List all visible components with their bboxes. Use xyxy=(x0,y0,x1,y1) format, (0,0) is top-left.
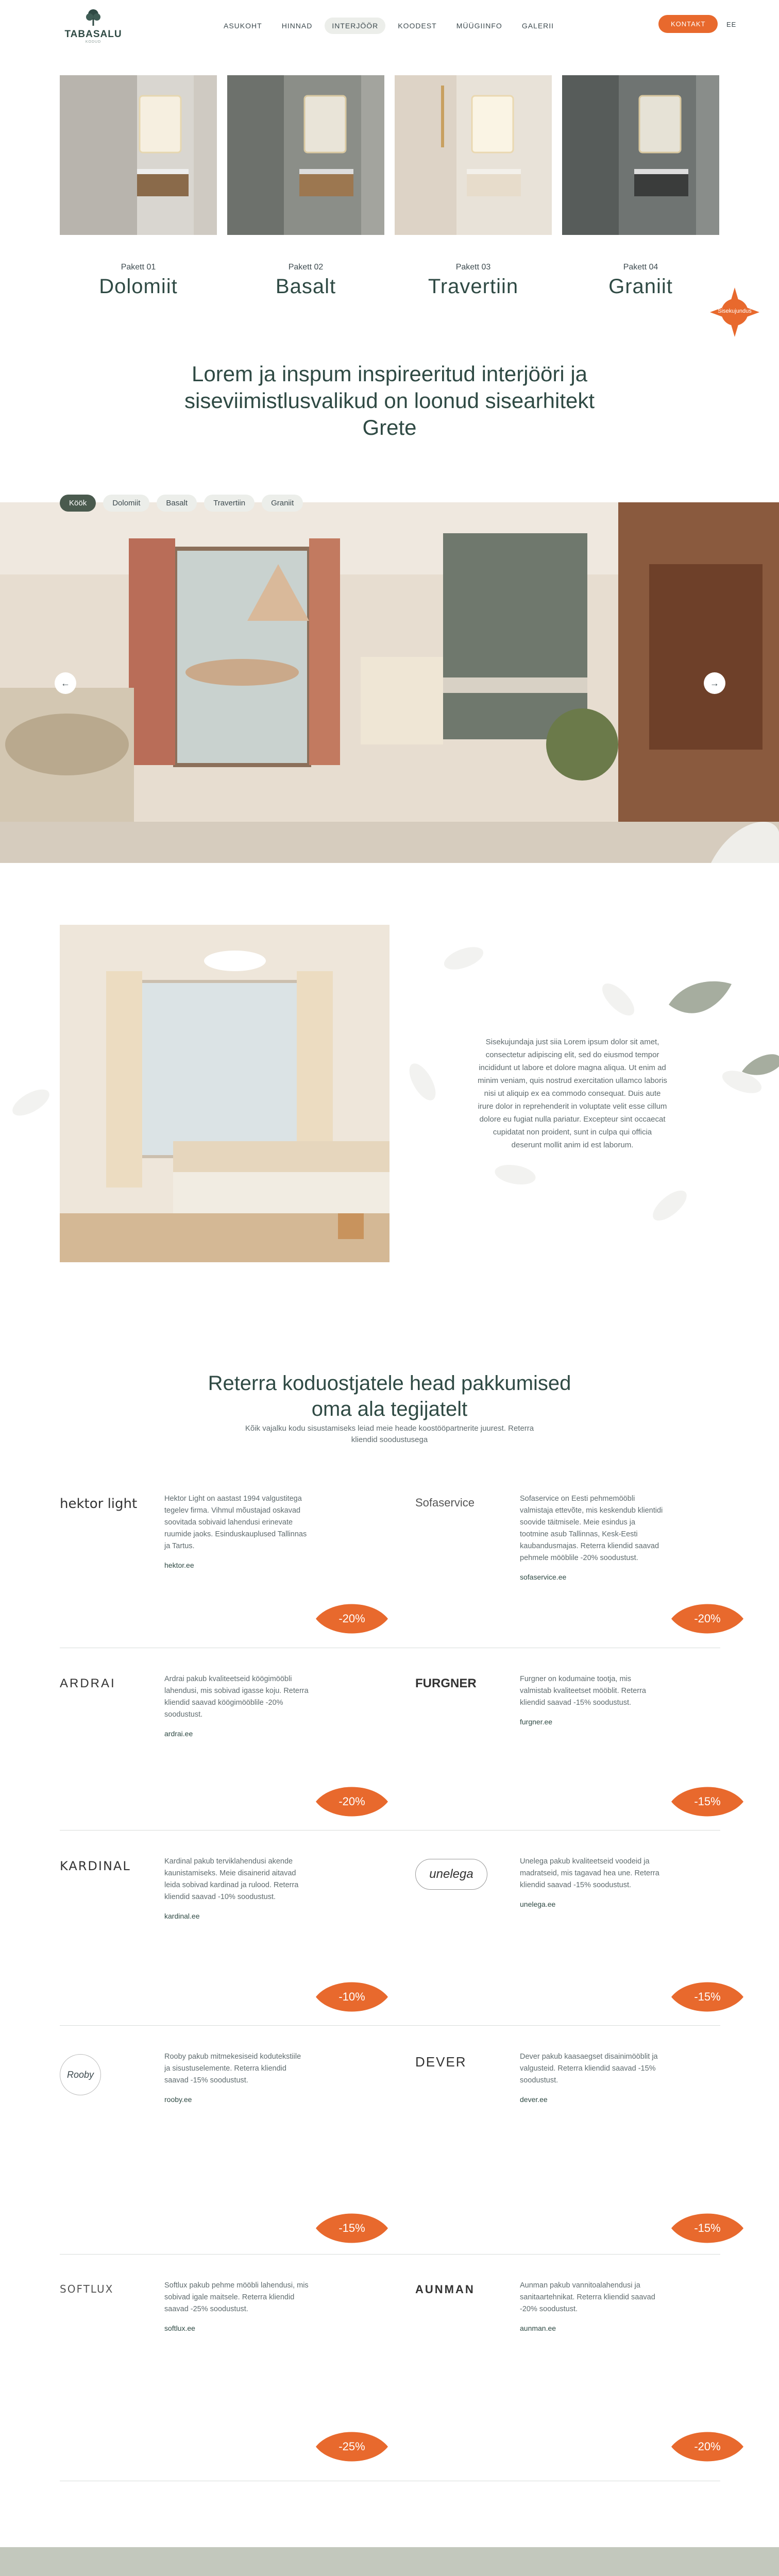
package-number: Pakett 02 xyxy=(288,263,324,272)
discount-badge xyxy=(671,1979,743,2014)
tab-graniit[interactable]: Graniit xyxy=(262,495,303,512)
discount-badge xyxy=(671,2429,743,2464)
discount-value: -20% xyxy=(694,2440,721,2453)
package-photo-graniit[interactable] xyxy=(562,75,719,238)
discount-badge xyxy=(671,2211,743,2246)
partners-subtitle: Kõik vajalku kodu sisustamiseks leiad meie heade koostööpartnerite juurest. Reterra kliendid soodustusega xyxy=(245,1424,534,1444)
main-nav xyxy=(216,18,561,34)
package-label[interactable] xyxy=(227,263,384,298)
package-photo-dolomiit[interactable] xyxy=(60,75,217,238)
nav-muugiinfo[interactable]: MÜÜGIINFO xyxy=(456,22,502,30)
site-header xyxy=(0,0,779,49)
interior-badge[interactable] xyxy=(710,287,759,337)
package-name: Basalt xyxy=(275,275,336,298)
tab-kook[interactable]: Köök xyxy=(60,495,96,512)
partner-link[interactable]: softlux.ee xyxy=(164,2324,195,2332)
partner-link[interactable]: aunman.ee xyxy=(520,2324,556,2332)
package-number: Pakett 01 xyxy=(121,263,156,272)
divider xyxy=(60,2254,720,2255)
partner-description xyxy=(164,1673,309,1740)
tab-basalt[interactable]: Basalt xyxy=(157,495,197,512)
partner-text: Unelega pakub kvaliteetseid voodeid ja madratseid, mis tagavad hea une. Reterra kliendid saavad -15% soodustust. xyxy=(520,1857,659,1889)
partner-link[interactable]: sofaservice.ee xyxy=(520,1573,567,1581)
partner-text: Softlux pakub pehme mööbli lahendusi, mis sobivad igale maitsele. Reterra kliendid saavad -25% soodustust. xyxy=(164,2281,309,2313)
partner-link[interactable]: hektor.ee xyxy=(164,1561,194,1569)
partner-description xyxy=(164,1493,309,1571)
partner-logo: ARDRAI xyxy=(60,1676,116,1690)
partner-logo: unelega xyxy=(415,1859,487,1890)
partner-description xyxy=(164,1856,309,1922)
discount-badge xyxy=(316,2211,388,2246)
tree-logo-icon xyxy=(83,7,104,28)
partner-logo: FURGNER xyxy=(415,1676,477,1690)
partner-logo: KARDINAL xyxy=(60,1859,131,1873)
language-switch[interactable]: EE xyxy=(726,21,737,28)
partner-logo: DEVER xyxy=(415,2054,467,2070)
divider xyxy=(60,1830,720,1831)
partner-text: Kardinal pakub terviklahendusi akende kaunistamiseks. Meie disainerid aitavad leida sobivad kardinad ja rulood. Reterra kliendid saavad -10% soodustust. xyxy=(164,1857,299,1901)
discount-value: -20% xyxy=(338,1612,365,1625)
discount-badge xyxy=(316,1601,388,1636)
partners-heading: Reterra koduostjatele head pakkumised oma ala tegijatelt xyxy=(208,1372,571,1420)
partner-description xyxy=(520,1856,664,1910)
partner-logo: hektor light xyxy=(60,1496,138,1512)
package-name: Graniit xyxy=(608,275,673,298)
discount-badge xyxy=(316,1979,388,2014)
package-number: Pakett 03 xyxy=(455,263,491,272)
discount-badge xyxy=(316,2429,388,2464)
tab-travertiin[interactable]: Travertiin xyxy=(204,495,255,512)
partner-link[interactable]: furgner.ee xyxy=(520,1718,553,1726)
kitchen-photo xyxy=(0,502,779,863)
discount-value: -25% xyxy=(338,2440,365,2453)
discount-value: -15% xyxy=(694,1795,721,1808)
partner-link[interactable]: rooby.ee xyxy=(164,2095,192,2104)
discount-value: -20% xyxy=(694,1612,721,1625)
partner-link[interactable]: ardrai.ee xyxy=(164,1730,193,1738)
package-gallery xyxy=(60,75,720,235)
package-label[interactable] xyxy=(60,263,217,298)
discount-badge xyxy=(316,1784,388,1819)
logo[interactable] xyxy=(60,7,127,44)
discount-value: -20% xyxy=(338,1795,365,1808)
intro-heading: Lorem ja inspum inspireeritud interjööri ja siseviimistlusvalikud on loonud sisearhitekt Grete xyxy=(184,362,595,439)
partner-link[interactable]: unelega.ee xyxy=(520,1900,556,1908)
partner-text: Ardrai pakub kvaliteetseid köögimööbli lahendusi, mis sobivad igasse koju. Reterra kliendid saavad köögimööblile -20% soodustust. xyxy=(164,1675,309,1719)
partner-text: Furgner on kodumaine tootja, mis valmistab kvaliteetset mööblit. Reterra kliendid saavad -15% soodustust. xyxy=(520,1675,646,1707)
divider xyxy=(60,2025,720,2026)
package-name: Dolomiit xyxy=(99,275,178,298)
discount-value: -15% xyxy=(338,2222,365,2234)
package-photo-travertiin[interactable] xyxy=(395,75,552,238)
partner-description xyxy=(520,1673,664,1728)
slider-next-button[interactable] xyxy=(704,672,725,694)
partner-logo: SOFTLUX xyxy=(60,2283,114,2295)
slider-prev-button[interactable] xyxy=(55,672,76,694)
partner-description xyxy=(164,2051,309,2106)
package-photo-basalt[interactable] xyxy=(227,75,384,238)
package-label[interactable] xyxy=(395,263,552,298)
partner-description xyxy=(164,2280,309,2334)
arrow-left-icon: ← xyxy=(61,677,70,688)
partner-logo: Sofaservice xyxy=(415,1496,475,1509)
discount-value: -15% xyxy=(694,2222,721,2234)
partner-logo xyxy=(60,2054,101,2095)
partner-description xyxy=(520,1493,664,1583)
tab-dolomiit[interactable]: Dolomiit xyxy=(103,495,149,512)
partner-link[interactable]: kardinal.ee xyxy=(164,1912,200,1920)
interior-tabs xyxy=(60,495,303,512)
discount-badge xyxy=(671,1784,743,1819)
kitchen-interior-image xyxy=(0,502,779,863)
bedroom-photo xyxy=(60,925,390,1262)
badge-label: Sisekujundus xyxy=(718,308,752,314)
nav-galerii[interactable]: GALERII xyxy=(521,22,554,30)
partner-text: Hektor Light on aastast 1994 valgustitega tegelev firma. Vihmul mõustajad oskavad soovitada sobivaid lahendusi erinevate ruumide jaoks. Esinduskauplused Tallinnas ja Tartus. xyxy=(164,1495,307,1550)
bedroom-image xyxy=(60,925,390,1262)
nav-asukoht[interactable]: ASUKOHT xyxy=(224,22,262,30)
bathroom-image xyxy=(395,75,552,235)
bathroom-image xyxy=(60,75,217,235)
bathroom-image xyxy=(227,75,384,235)
partner-text: Sofaservice on Eesti pehmemööbli valmistaja ettevõte, mis keskendub klientidi soovide täitmisele. Meie esindus ja tootmine asub Tallinnas, Kesk-Eesti kaubandusmajas. Reterra kliendid saavad pehmele mööblile -20% soodustust. xyxy=(520,1495,663,1562)
package-label[interactable] xyxy=(562,263,719,298)
partner-text: Aunman pakub vannitoalahendusi ja sanitaartehnikat. Reterra kliendid saavad -20% soodustust. xyxy=(520,2281,655,2313)
nav-koodest[interactable]: KOODEST xyxy=(398,22,437,30)
partner-logo-text: Rooby xyxy=(66,2069,94,2080)
nav-hinnad[interactable]: HINNAD xyxy=(281,22,313,30)
logo-sub: KODUD xyxy=(85,40,101,44)
package-name: Travertiin xyxy=(428,275,519,298)
partner-logo: AUNMAN xyxy=(415,2283,475,2296)
partner-description xyxy=(520,2280,664,2334)
contact-section xyxy=(0,2547,779,2576)
partner-link[interactable]: dever.ee xyxy=(520,2095,548,2104)
partner-text: Dever pakub kaasaegset disainimööblit ja valgusteid. Reterra kliendid saavad -15% soodustust. xyxy=(520,2053,658,2084)
discount-value: -10% xyxy=(338,1990,365,2003)
discount-badge xyxy=(671,1601,743,1636)
partner-description xyxy=(520,2051,664,2106)
logo-name: TABASALU xyxy=(64,29,122,40)
partner-text: Rooby pakub mitmekesiseid kodutekstiile ja sisustuselemente. Reterra kliendid saavad -15% soodustust. xyxy=(164,2053,301,2084)
bathroom-image xyxy=(562,75,719,235)
discount-value: -15% xyxy=(694,1990,721,2003)
designer-description: Sisekujundaja just siia Lorem ipsum dolor sit amet, consectetur adipiscing elit, sed do eiusmod tempor incididunt ut labore et dolore magna aliqua. Ut enim ad minim veniam, quis nostrud exercitation ullamco laboris nisi ut aliquip ex ea commodo consequat. Duis aute irure dolor in reprehenderit in voluptate velit esse cillum dolore eu fugiat nulla pariatur. Excepteur sint occaecat cupidatat non proident, sunt in culpa qui officia deserunt mollit anim id est laborum. xyxy=(478,1038,667,1149)
package-number: Pakett 04 xyxy=(623,263,658,272)
nav-interjoor[interactable]: INTERJÖÖR xyxy=(325,18,385,34)
contact-button[interactable]: KONTAKT xyxy=(658,15,718,33)
arrow-right-icon: → xyxy=(710,677,719,688)
